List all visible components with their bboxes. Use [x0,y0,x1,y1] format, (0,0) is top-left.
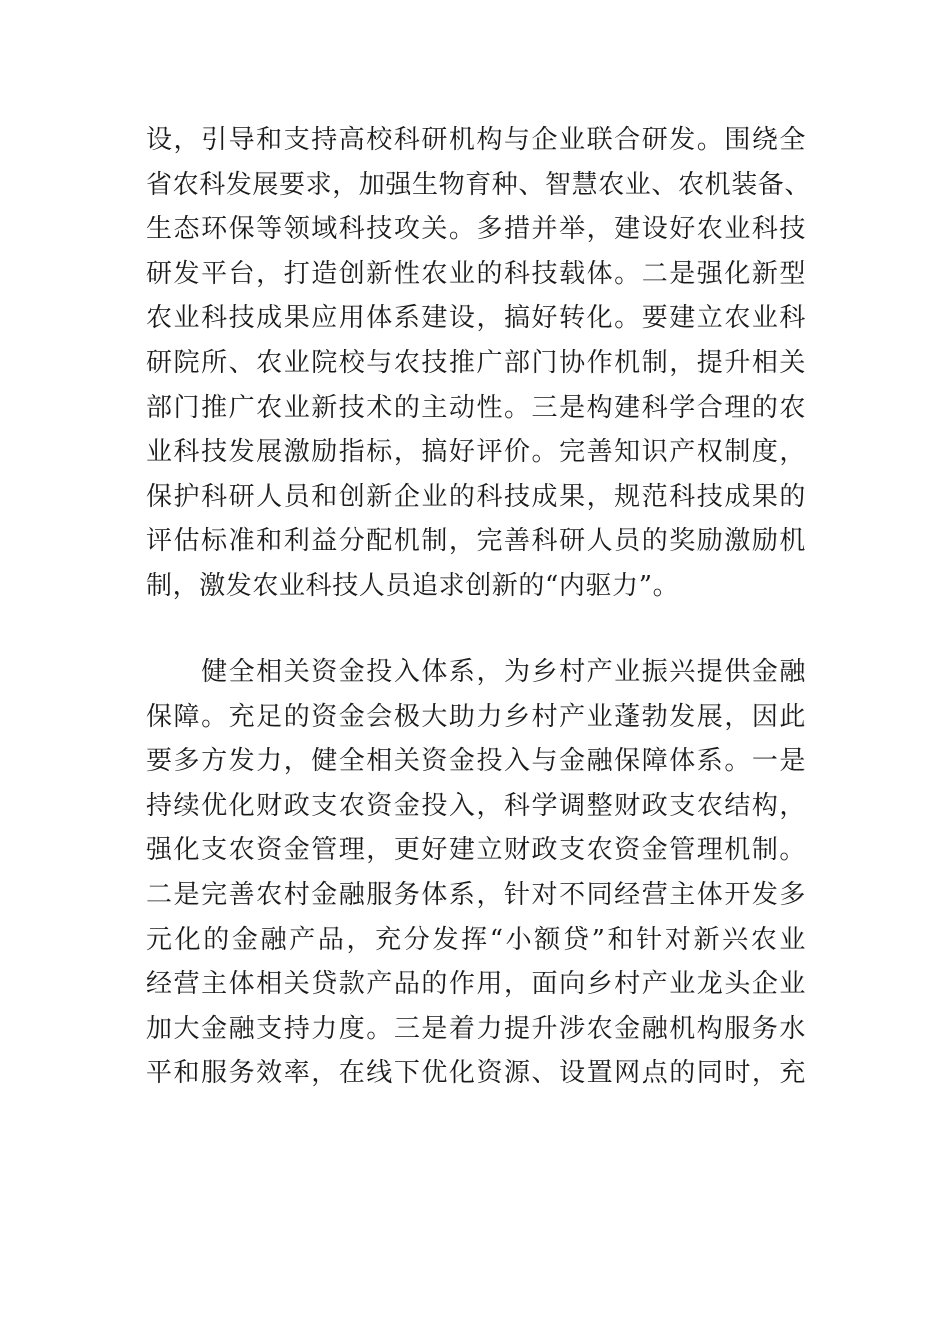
text-line: 持续优化财政支农资金投入，科学调整财政支农结构， [146,790,806,821]
text-line: 生态环保等领域科技攻关。多措并举，建设好农业科技 [146,214,806,245]
text-line: 业科技发展激励指标，搞好评价。完善知识产权制度， [146,437,806,468]
text-line: 农业科技成果应用体系建设，搞好转化。要建立农业科 [146,303,806,334]
text-line: 研发平台，打造创新性农业的科技载体。二是强化新型 [146,258,806,289]
text-line: 部门推广农业新技术的主动性。三是构建科学合理的农 [146,392,806,423]
paragraph-2 [146,650,806,1096]
text-line: 设，引导和支持高校科研机构与企业联合研发。围绕全 [146,125,806,155]
text-line: 元化的金融产品，充分发挥“小额贷”和针对新兴农业 [146,924,806,955]
text-line: 研院所、农业院校与农技推广部门协作机制，提升相关 [146,347,806,378]
text-line: 平和服务效率，在线下优化资源、设置网点的同时，充 [146,1058,806,1089]
text-line: 健全相关资金投入体系，为乡村产业振兴提供金融 [146,657,806,687]
text-line: 加大金融支持力度。三是着力提升涉农金融机构服务水 [146,1013,806,1044]
text-line: 二是完善农村金融服务体系，针对不同经营主体开发多 [146,879,806,910]
text-line: 保护科研人员和创新企业的科技成果，规范科技成果的 [146,481,806,512]
paragraph-1 [146,118,812,609]
text-line: 强化支农资金管理，更好建立财政支农资金管理机制。 [146,835,806,866]
text-line: 保障。充足的资金会极大助力乡村产业蓬勃发展，因此 [146,701,806,732]
text-line: 经营主体相关贷款产品的作用，面向乡村产业龙头企业 [146,969,806,1000]
text-line: 省农科发展要求，加强生物育种、智慧农业、农机装备、 [146,169,812,200]
text-line: 要多方发力，健全相关资金投入与金融保障体系。一是 [146,746,806,777]
text-line: 评估标准和利益分配机制，完善科研人员的奖励激励机 [146,526,806,557]
text-line: 制，激发农业科技人员追求创新的“内驱力”。 [146,570,680,601]
